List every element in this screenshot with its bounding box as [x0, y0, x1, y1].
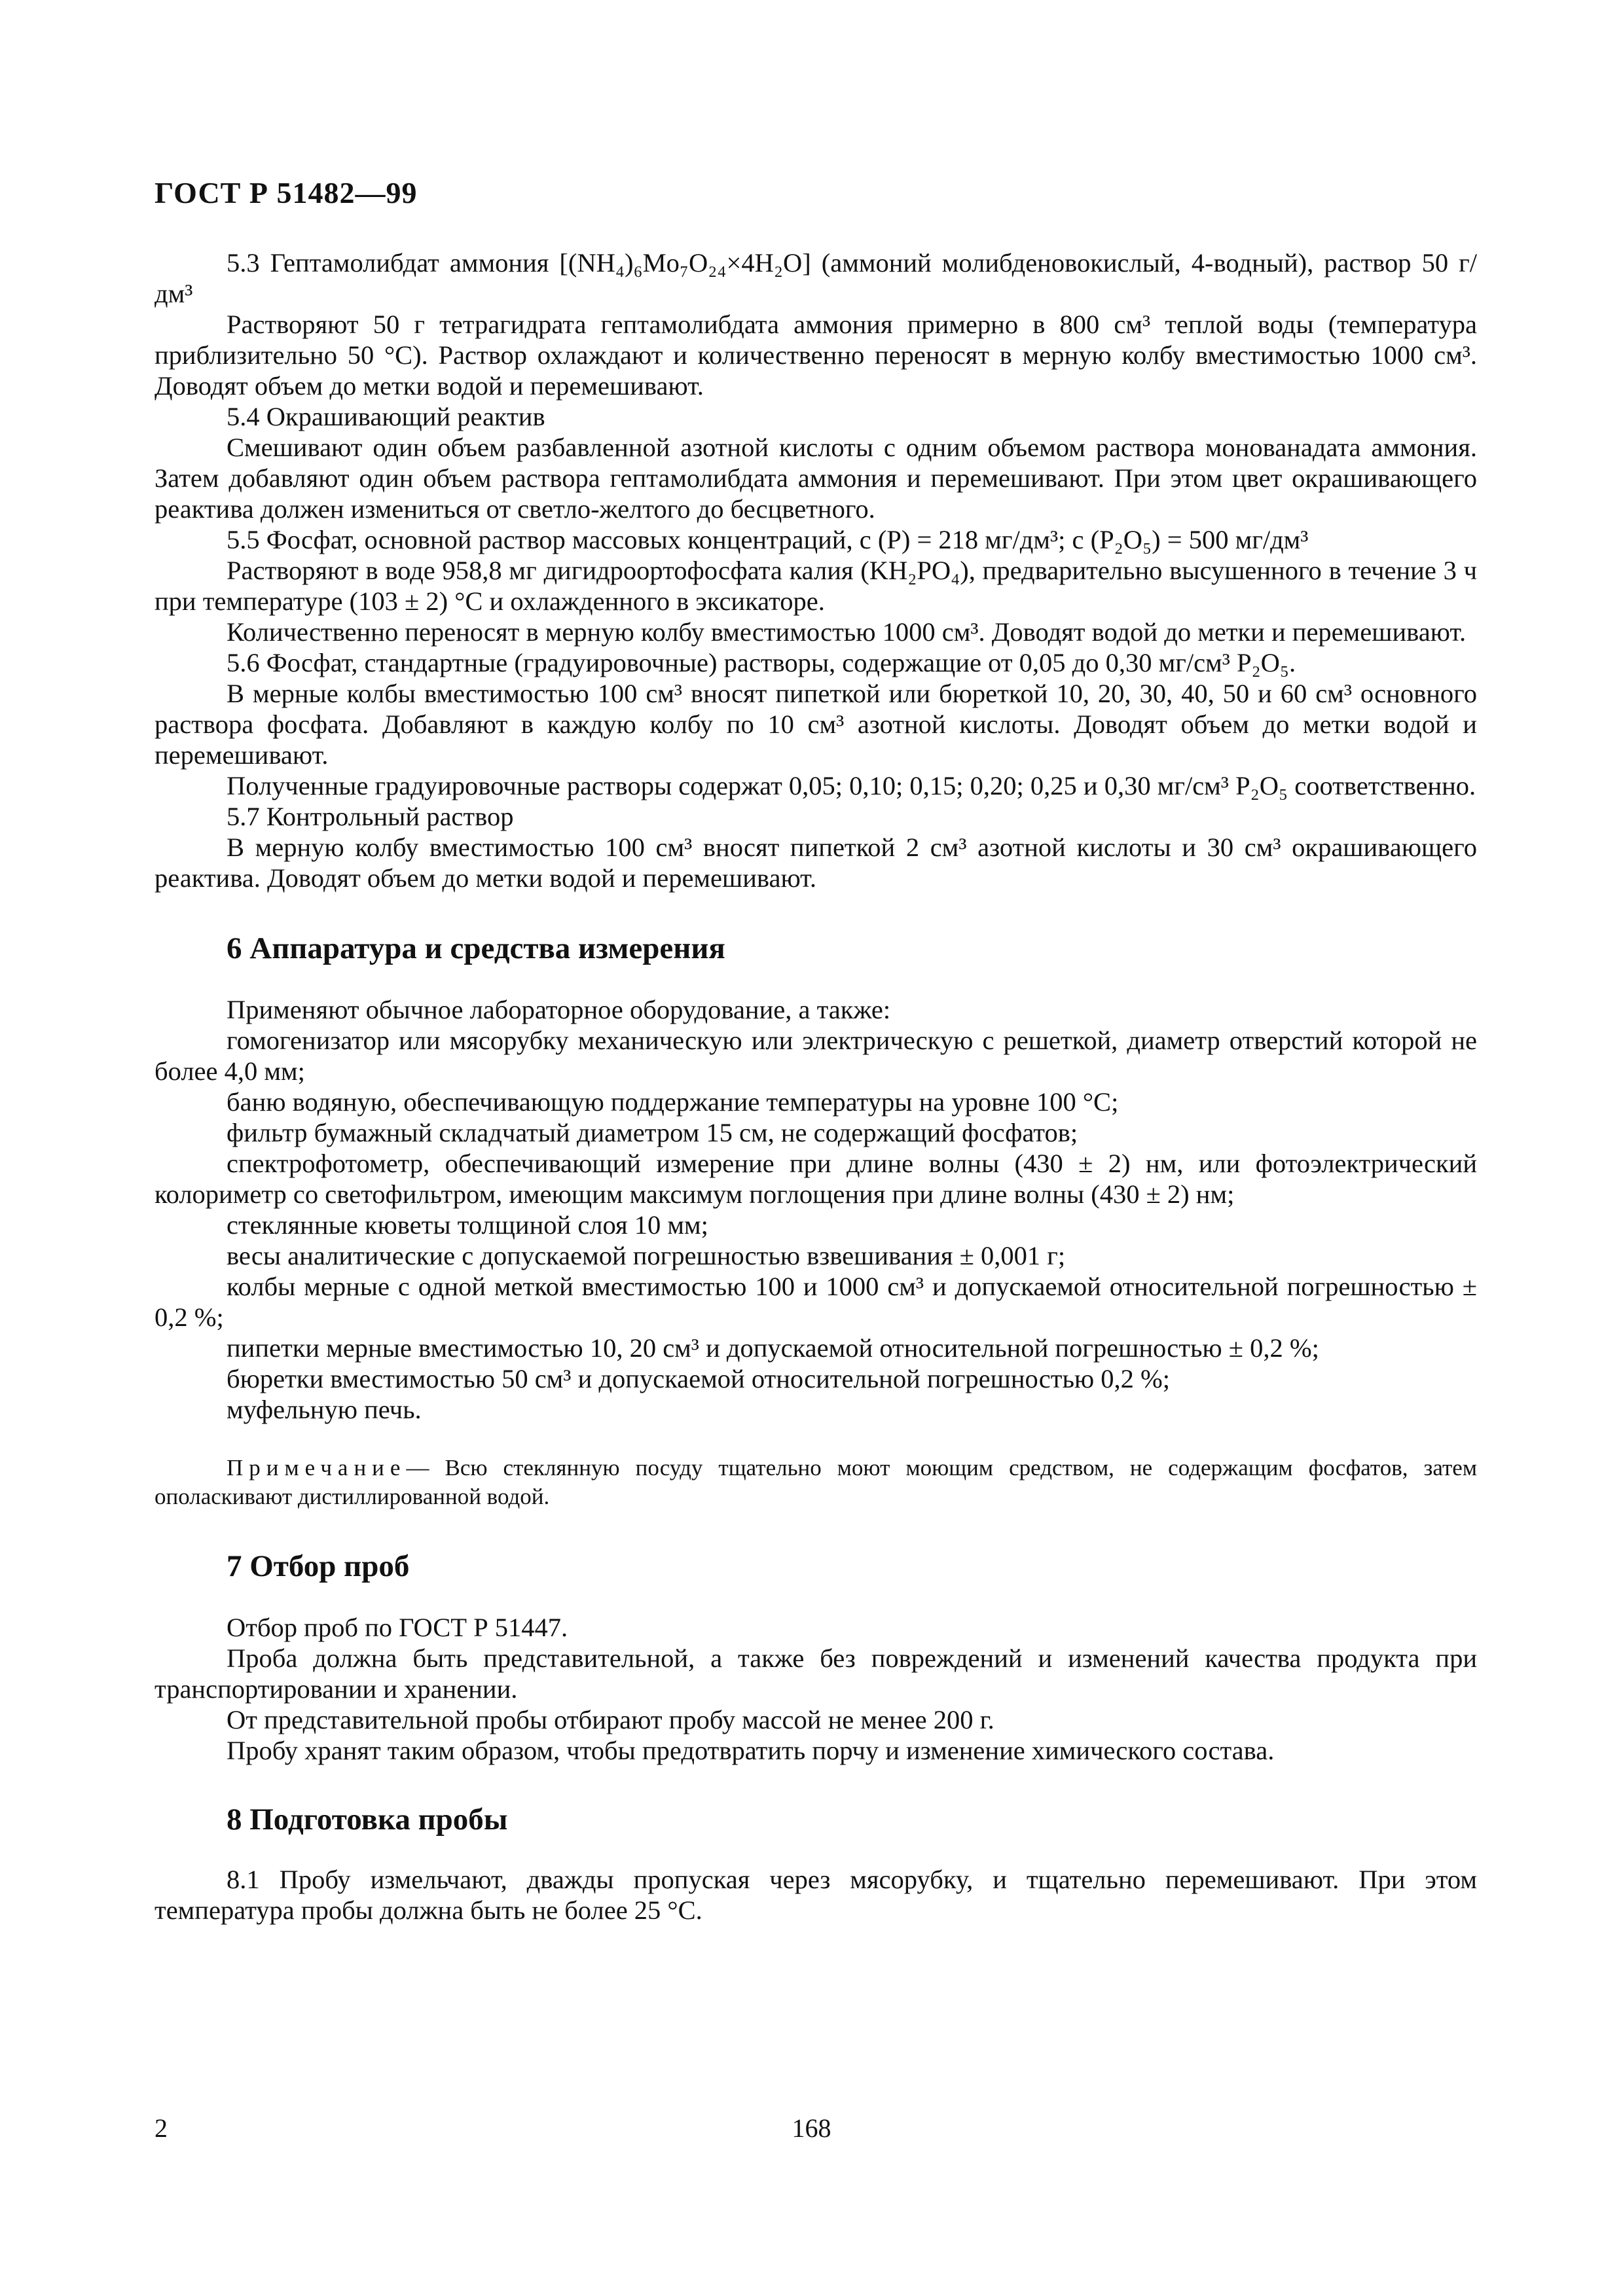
- clause-5-6-heading: 5.6 Фосфат, стандартные (градуировочные) растворы, содержащие от 0,05 до 0,30 мг/см³ P₂O₅.: [227, 648, 1296, 677]
- clause-5-6-body-1: В мерные колбы вместимостью 100 см³ вносят пипеткой или бюреткой 10, 20, 30, 40, 50 и 60 см³ основного раствора фосфата. Добавляют в каждую колбу по 10 см³ азотной кислоты. Доводят объем до метки водой и перемешивают.: [155, 679, 1477, 770]
- note-text: — Всю стеклянную посуду тщательно моют моющим средством, не содержащим фосфатов, затем ополаскивают дистиллированной водой.: [155, 1455, 1477, 1509]
- section-6-note: [155, 1454, 1477, 1511]
- equipment-item: гомогенизатор или мясорубку механическую или электрическую с решеткой, диаметр отверстий которой не более 4,0 мм;: [155, 1026, 1477, 1086]
- sheet-number: 168: [792, 2113, 831, 2143]
- sampling-item: От представительной пробы отбирают пробу массой не менее 200 г.: [227, 1705, 994, 1734]
- clause-5-5-body-2: Количественно переносят в мерную колбу вместимостью 1000 см³. Доводят водой до метки и перемешивают.: [227, 617, 1467, 647]
- equipment-item: весы аналитические с допускаемой погрешностью взвешивания ± 0,001 г;: [227, 1241, 1066, 1270]
- section-6-intro: Применяют обычное лабораторное оборудование, а также:: [227, 995, 891, 1024]
- clause-5-3-heading: 5.3 Гептамолибдат аммония [(NH₄)₆Mo₇O₂₄×4H₂O] (аммоний молибденовокислый, 4-водный), раствор 50 г/дм³: [155, 248, 1477, 308]
- clause-5-4-heading: 5.4 Окрашивающий реактив: [227, 402, 545, 431]
- equipment-item: стеклянные кюветы толщиной слоя 10 мм;: [227, 1210, 708, 1240]
- equipment-item: баню водяную, обеспечивающую поддержание температуры на уровне 100 °С;: [227, 1087, 1119, 1117]
- sampling-item: Проба должна быть представительной, а также без повреждений и изменений качества продукта при транспортировании и хранении.: [155, 1643, 1477, 1704]
- equipment-item: фильтр бумажный складчатый диаметром 15 см, не содержащий фосфатов;: [227, 1118, 1078, 1147]
- clause-5-7-heading: 5.7 Контрольный раствор: [227, 802, 514, 831]
- equipment-item: бюретки вместимостью 50 см³ и допускаемой относительной погрешностью 0,2 %;: [227, 1364, 1171, 1393]
- equipment-item: колбы мерные с одной меткой вместимостью 100 и 1000 см³ и допускаемой относительной погрешностью ± 0,2 %;: [155, 1272, 1477, 1332]
- equipment-item: спектрофотометр, обеспечивающий измерение при длине волны (430 ± 2) нм, или фотоэлектрический колориметр со светофильтром, имеющим максимум поглощения при длине волны (430 ± 2) нм;: [155, 1149, 1477, 1209]
- document-body: [155, 247, 1477, 1926]
- section-6-title: 6 Аппаратура и средства измерения: [227, 931, 725, 965]
- sampling-item: Отбор проб по ГОСТ Р 51447.: [227, 1613, 568, 1642]
- section-7-title: 7 Отбор проб: [227, 1549, 410, 1583]
- document-header: ГОСТ Р 51482—99: [155, 176, 418, 209]
- clause-5-3-body: Растворяют 50 г тетрагидрата гептамолибдата аммония примерно в 800 см³ теплой воды (температура приблизительно 50 °С). Раствор охлаждают и количественно переносят в мерную колбу вместимостью 1000 см³. Доводят объем до метки водой и перемешивают.: [155, 310, 1477, 401]
- clause-5-6-body-2: Полученные градуировочные растворы содержат 0,05; 0,10; 0,15; 0,20; 0,25 и 0,30 мг/см³ P₂O₅ соответственно.: [227, 771, 1476, 800]
- clause-5-5-heading: 5.5 Фосфат, основной раствор массовых концентраций, c (P) = 218 мг/дм³; c (P₂O₅) = 500 мг/дм³: [227, 525, 1309, 554]
- note-label: Примечание: [227, 1455, 407, 1480]
- clause-5-5-body-1: Растворяют в воде 958,8 мг дигидроортофосфата калия (KH₂PO₄), предварительно высушенного в течение 3 ч при температуре (103 ± 2) °С и охлажденного в эксикаторе.: [155, 556, 1477, 616]
- equipment-item: пипетки мерные вместимостью 10, 20 см³ и допускаемой относительной погрешностью ± 0,2 %;: [227, 1333, 1319, 1363]
- clause-8-1: 8.1 Пробу измельчают, дважды пропуская через мясорубку, и тщательно перемешивают. При этом температура пробы должна быть не более 25 °С.: [155, 1865, 1477, 1925]
- page-number: 2: [155, 2113, 168, 2143]
- section-8-title: 8 Подготовка пробы: [227, 1803, 508, 1837]
- equipment-item: муфельную печь.: [227, 1395, 422, 1424]
- sampling-item: Пробу хранят таким образом, чтобы предотвратить порчу и изменение химического состава.: [227, 1736, 1275, 1765]
- clause-5-4-body: Смешивают один объем разбавленной азотной кислоты с одним объемом раствора монованадата аммония. Затем добавляют один объем раствора гептамолибдата аммония и перемешивают. При этом цвет окрашивающего реактива должен измениться от светло-желтого до бесцветного.: [155, 433, 1477, 524]
- clause-5-7-body: В мерную колбу вместимостью 100 см³ вносят пипеткой 2 см³ азотной кислоты и 30 см³ окрашивающего реактива. Доводят объем до метки водой и перемешивают.: [155, 833, 1477, 893]
